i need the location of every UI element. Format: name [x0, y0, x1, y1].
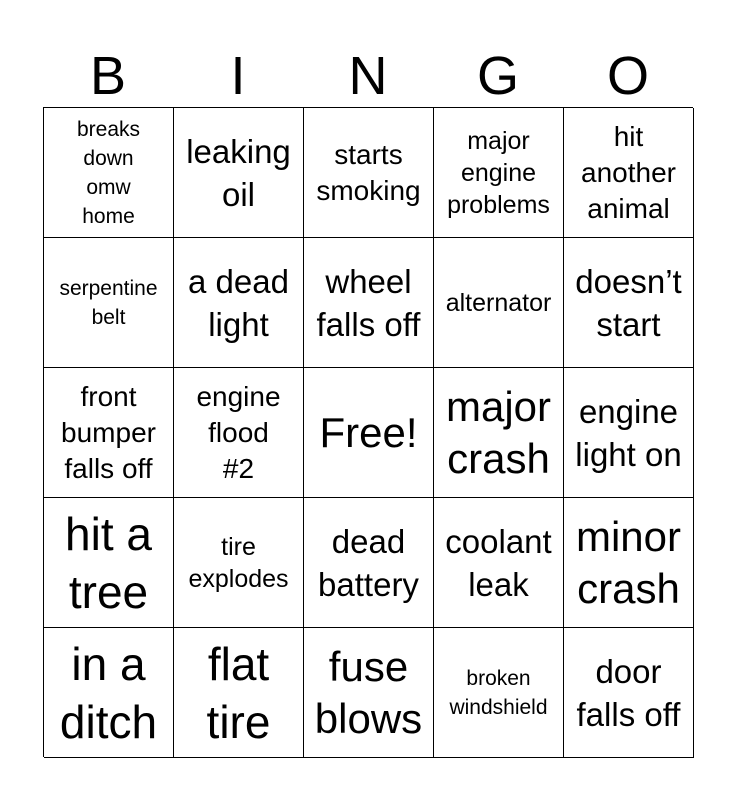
bingo-cell[interactable]: coolant leak [434, 498, 564, 628]
bingo-cell[interactable]: major engine problems [434, 108, 564, 238]
bingo-cell[interactable]: minor crash [564, 498, 694, 628]
bingo-cell[interactable]: dead battery [304, 498, 434, 628]
bingo-cell[interactable]: tire explodes [174, 498, 304, 628]
bingo-card-grid [43, 107, 693, 757]
bingo-cell[interactable]: broken windshield [434, 628, 564, 758]
bingo-cell[interactable]: starts smoking [304, 108, 434, 238]
bingo-cell[interactable]: hit a tree [44, 498, 174, 628]
header-letter-o: O [606, 46, 649, 106]
bingo-cell[interactable]: serpentine belt [44, 238, 174, 368]
bingo-cell[interactable]: a dead light [174, 238, 304, 368]
bingo-cell[interactable]: in a ditch [44, 628, 174, 758]
bingo-header [43, 48, 693, 104]
bingo-cell[interactable]: breaks down omw home [44, 108, 174, 238]
bingo-cell-free[interactable]: Free! [304, 368, 434, 498]
bingo-cell[interactable]: major crash [434, 368, 564, 498]
bingo-cell[interactable]: leaking oil [174, 108, 304, 238]
header-letter-n: N [348, 46, 388, 106]
bingo-cell[interactable]: engine flood #2 [174, 368, 304, 498]
bingo-cell[interactable]: fuse blows [304, 628, 434, 758]
header-letter-g: G [476, 46, 519, 106]
bingo-cell[interactable]: engine light on [564, 368, 694, 498]
header-letter-b: B [89, 46, 127, 106]
bingo-cell[interactable]: front bumper falls off [44, 368, 174, 498]
bingo-cell[interactable]: wheel falls off [304, 238, 434, 368]
bingo-cell[interactable]: door falls off [564, 628, 694, 758]
bingo-cell[interactable]: alternator [434, 238, 564, 368]
header-letter-i: I [230, 46, 246, 106]
bingo-cell[interactable]: doesn’t start [564, 238, 694, 368]
bingo-cell[interactable]: flat tire [174, 628, 304, 758]
bingo-cell[interactable]: hit another animal [564, 108, 694, 238]
